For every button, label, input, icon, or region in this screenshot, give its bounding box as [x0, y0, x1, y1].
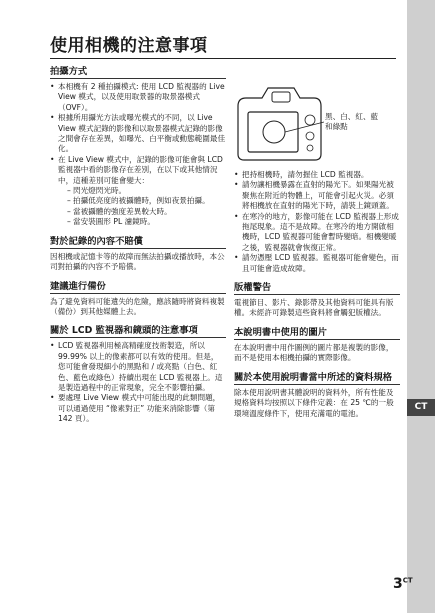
pictures-text: 在本說明書中用作圖例的圖片都是複製的影像，而不是使用本相機拍攝的實際影像。: [234, 342, 394, 363]
list-item-text: 在 Live View 模式中，記錄的影像可能會與 LCD 監視器中看的影像存在差別，在以下或其他情況中，這種差別可能會變大：: [58, 154, 223, 185]
pictures-section: [234, 327, 400, 364]
copyright-heading: 版權警告: [234, 282, 400, 295]
page-number: [393, 576, 413, 592]
sub-list-item: – 當被攝體的強度差異較大時。: [67, 207, 226, 217]
left-column: [50, 66, 226, 433]
page-title: 使用相機的注意事項: [50, 36, 208, 56]
title-divider: [50, 58, 396, 59]
lcd-list: [50, 341, 226, 424]
copyright-text: 電視節目、影片、錄影帶及其他資料可能具有版權。未經許可錄製這些資料將會觸犯版權法。: [234, 298, 394, 318]
right-column: [234, 170, 400, 427]
sub-list-item: – 當安裝圓形 PL 濾鏡時。: [67, 217, 226, 227]
list-item: • 要處理 Live View 模式中可能出現的此類問題，可以通過使用 “像素對正” 功能來消除影響（第 142 頁）。: [50, 393, 226, 424]
no-compensation-text: 因相機或記憶卡等的故障而無法拍攝或播放時，本公司對拍攝的內容不予賠償。: [50, 251, 225, 272]
list-item: • LCD 監視器利用極高精確度技術製造，所以 99.99% 以上的像素都可以有效的使用。但是，您可能會發現細小的黑點和 / 或亮點（白色、紅色、藍色或綠色）持續出現在 LCD 監視器上。這是製造過程中的正常現象，完全不影響拍攝。: [50, 341, 226, 393]
pixel-dots-callout: [325, 112, 378, 133]
list-item: • 根據所用攝光方法或曝光模式的不同，以 Live View 模式記錄的影像和以取景器模式記錄的影像之間會存在差異，如曝光、白平衡或動態範圍最佳化。: [50, 113, 226, 155]
page-number-value: 3: [393, 576, 403, 592]
shooting-section: [50, 66, 226, 228]
copyright-section: [234, 282, 400, 319]
pictures-heading: 本說明書中使用的圖片: [234, 327, 400, 340]
lcd-continued-section: [234, 170, 400, 274]
specs-text: 除本使用說明書其體說明的資料外，所有性能及規格資料均按照以下條件定義：在 25 ℃的一般環境溫度條件下，使用充滿電的電池。: [234, 387, 394, 418]
backup-section: [50, 281, 226, 318]
sub-list: [58, 186, 226, 228]
backup-heading: 建議進行備份: [50, 281, 226, 294]
lcd-section: [50, 325, 226, 424]
list-item: • 請勿讓相機暴露在直射的陽光下。如果陽光被聚焦在附近的物體上，可能會引起火災。必須將相機放在直射的陽光下時，請裝上鏡頭蓋。: [234, 180, 400, 211]
no-compensation-heading: 對於記錄的內容不賠償: [50, 236, 226, 249]
list-item: • 請勿憑壓 LCD 監視器。監視器可能會變色，而且可能會造成故障。: [234, 253, 400, 274]
specs-section: [234, 372, 400, 419]
lcd-heading: 關於 LCD 監視器和鏡頭的注意事項: [50, 325, 226, 338]
specs-heading: 關於本使用說明書當中所述的資料規格: [234, 372, 400, 385]
callout-line-2: 和綠點: [325, 122, 348, 132]
backup-text: 為了避免資料可能遺失的危險，應該隨時將資料複製（備份）到其他媒體上去。: [50, 296, 225, 316]
list-item: • 本相機有 2 種拍攝模式: 使用 LCD 監視器的 Live View 模式，以及使用取景器的取景器模式（OVF）。: [50, 82, 226, 113]
shooting-heading: 拍攝方式: [50, 66, 226, 79]
list-item: [50, 155, 226, 228]
callout-line-1: 黑、白、紅、藍: [325, 112, 379, 121]
page-number-suffix: CT: [402, 576, 413, 585]
camera-back-illustration: [234, 84, 324, 162]
sub-list-item: – 閃光燈閃光時。: [67, 186, 226, 196]
language-tab: CT: [407, 399, 435, 416]
no-compensation-section: [50, 236, 226, 273]
list-item: • 把持相機時，請勿握住 LCD 監視器。: [234, 170, 400, 180]
list-item: • 在寒冷的地方，影像可能在 LCD 監視器上形成拖尾現象。這不是故障。在寒冷的地方開啟相機時，LCD 監視器可能會暫時變暗。相機變暖之後，監視器就會恢復正常。: [234, 212, 400, 254]
lcd-continued-list: [234, 170, 400, 274]
side-tab-bar: [407, 0, 435, 613]
sub-list-item: – 拍攝低亮度的被攝體時，例如夜景拍攝。: [67, 196, 226, 206]
shooting-list: [50, 82, 226, 228]
